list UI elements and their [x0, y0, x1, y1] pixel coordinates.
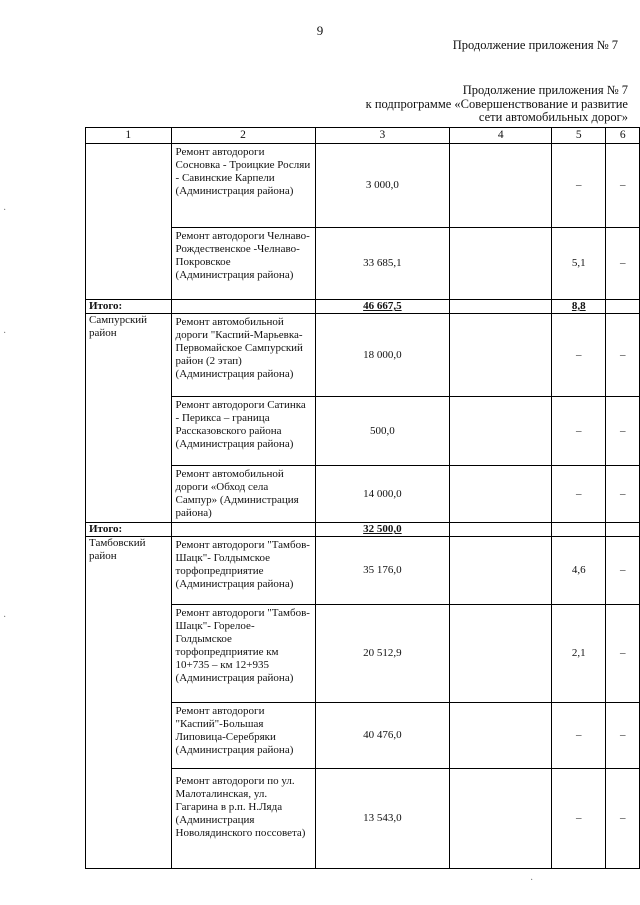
appendix-header: [366, 84, 628, 125]
col6-cell: –: [606, 397, 640, 466]
work-description: Ремонт автодороги "Каспий"-Большая Липовица-Серебряки (Администрация района): [171, 703, 315, 769]
total-amount: 46 667,5: [315, 300, 450, 314]
col4-cell: [450, 703, 552, 769]
margin-tick: ·: [3, 328, 7, 339]
work-description: Ремонт автодороги Сосновка - Троицкие Росляи - Савинские Карпели (Администрация района): [171, 144, 315, 228]
amount-cell: 33 685,1: [315, 228, 450, 300]
col4-cell: [450, 314, 552, 397]
column-number: 4: [450, 128, 552, 144]
col6-cell: –: [606, 144, 640, 228]
work-description: Ремонт автодороги Челнаво- Рождественское -Челнаво-Покровское (Администрация района): [171, 228, 315, 300]
amount-cell: 14 000,0: [315, 466, 450, 523]
total-empty: [606, 300, 640, 314]
total-row: [86, 300, 640, 314]
col5-cell: –: [552, 703, 606, 769]
continuation-note: Продолжение приложения № 7: [452, 38, 618, 52]
page-number: 9: [316, 23, 324, 38]
margin-tick: ·: [3, 612, 7, 623]
col4-cell: [450, 769, 552, 869]
amount-cell: 500,0: [315, 397, 450, 466]
appendix-header-line-1: Продолжение приложения № 7: [462, 83, 628, 97]
col5-cell: 5,1: [552, 228, 606, 300]
work-description: Ремонт автодороги Сатинка - Перикса – граница Рассказовского района (Администрация района): [171, 397, 315, 466]
district-cell: Тамбовский район: [86, 537, 172, 869]
total-col5: 8,8: [552, 300, 606, 314]
col6-cell: –: [606, 314, 640, 397]
col6-cell: –: [606, 769, 640, 869]
column-number: 5: [552, 128, 606, 144]
column-number: 3: [315, 128, 450, 144]
col4-cell: [450, 397, 552, 466]
amount-cell: 40 476,0: [315, 703, 450, 769]
total-empty: [450, 523, 552, 537]
col5-cell: 4,6: [552, 537, 606, 605]
column-number-row: [86, 128, 640, 144]
col4-cell: [450, 537, 552, 605]
col6-cell: –: [606, 703, 640, 769]
col5-cell: –: [552, 769, 606, 869]
table-row: [86, 537, 640, 605]
work-description: Ремонт автомобильной дороги «Обход села Сампур» (Администрация района): [171, 466, 315, 523]
appendix-header-line-3: сети автомобильных дорог»: [478, 110, 628, 124]
column-number: 1: [86, 128, 172, 144]
total-empty: [171, 523, 315, 537]
amount-cell: 3 000,0: [315, 144, 450, 228]
total-label: Итого:: [86, 300, 172, 314]
col5-cell: –: [552, 466, 606, 523]
table-row: [86, 314, 640, 397]
scan-speck: ·: [530, 875, 534, 886]
column-number: 6: [606, 128, 640, 144]
col4-cell: [450, 466, 552, 523]
col4-cell: [450, 228, 552, 300]
amount-cell: 18 000,0: [315, 314, 450, 397]
total-label: Итого:: [86, 523, 172, 537]
col5-cell: 2,1: [552, 605, 606, 703]
table-row: [86, 144, 640, 228]
col6-cell: –: [606, 228, 640, 300]
district-cell: [86, 144, 172, 300]
work-description: Ремонт автодороги "Тамбов-Шацк"- Горелое-Голдымское торфопредприятие км 10+735 – км 12+935 (Администрация района): [171, 605, 315, 703]
amount-cell: 20 512,9: [315, 605, 450, 703]
road-repair-table: [85, 127, 640, 869]
total-col5: [552, 523, 606, 537]
amount-cell: 13 543,0: [315, 769, 450, 869]
col6-cell: –: [606, 605, 640, 703]
total-empty: [606, 523, 640, 537]
column-number: 2: [171, 128, 315, 144]
col6-cell: –: [606, 537, 640, 605]
work-description: Ремонт автомобильной дороги "Каспий-Марьевка-Первомайское Сампурский район (2 этап) (Администрация района): [171, 314, 315, 397]
margin-tick: ·: [3, 205, 7, 216]
work-description: Ремонт автодороги "Тамбов-Шацк"- Голдымское торфопредприятие (Администрация района): [171, 537, 315, 605]
district-cell: Сампурский район: [86, 314, 172, 523]
col4-cell: [450, 144, 552, 228]
amount-cell: 35 176,0: [315, 537, 450, 605]
total-empty: [171, 300, 315, 314]
total-empty: [450, 300, 552, 314]
col5-cell: –: [552, 397, 606, 466]
col4-cell: [450, 605, 552, 703]
col6-cell: –: [606, 466, 640, 523]
col5-cell: –: [552, 144, 606, 228]
col5-cell: –: [552, 314, 606, 397]
work-description: Ремонт автодороги по ул. Малоталинская, ул. Гагарина в р.п. Н.Ляда (Администрация Новолядинского поссовета): [171, 769, 315, 869]
total-amount: 32 500,0: [315, 523, 450, 537]
total-row: [86, 523, 640, 537]
appendix-header-line-2: к подпрограмме «Совершенствование и развитие: [365, 96, 628, 111]
